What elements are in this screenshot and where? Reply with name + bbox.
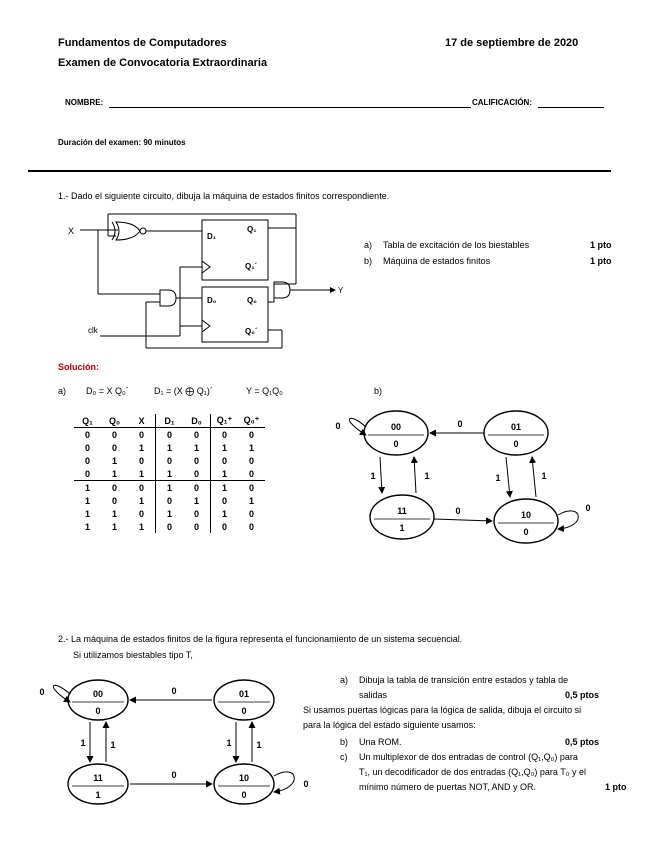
header-divider bbox=[28, 170, 611, 172]
fsm1-s11-state: 11 bbox=[397, 506, 407, 516]
q1-circuit bbox=[60, 212, 350, 352]
fsm2-s01-state: 01 bbox=[238, 689, 250, 699]
table-cell: 0 bbox=[248, 468, 254, 479]
fsm1-s10-out: 0 bbox=[523, 527, 529, 537]
fsm2-s10-out: 0 bbox=[241, 790, 247, 800]
fsm2-e11-10: 0 bbox=[171, 770, 177, 780]
table-cell: 1 bbox=[221, 468, 227, 479]
q2-b-points: 0,5 ptos bbox=[565, 737, 600, 747]
table-cell: 0 bbox=[166, 455, 172, 466]
name-line bbox=[109, 107, 471, 108]
table-cell: 0 bbox=[111, 442, 117, 453]
fsm2-e01-10: 1 bbox=[226, 738, 232, 748]
table-row bbox=[74, 454, 265, 467]
table-cell: 0 bbox=[84, 468, 90, 479]
fsm2-e00-11: 1 bbox=[80, 738, 86, 748]
fsm1-s01-out: 0 bbox=[513, 439, 519, 449]
q2-fsm-diagram bbox=[30, 676, 330, 836]
table-row bbox=[74, 520, 265, 533]
fsm2-e10-01: 1 bbox=[256, 740, 262, 750]
table-cell: 0 bbox=[248, 429, 254, 440]
table-cell: 1 bbox=[221, 442, 227, 453]
fsm1-self-00: 0 bbox=[335, 421, 341, 431]
circuit-q1-label: Q₁ bbox=[247, 225, 257, 234]
table-row bbox=[74, 481, 265, 495]
fsm1-e01-00: 0 bbox=[457, 419, 463, 429]
table-cell: 0 bbox=[111, 495, 117, 506]
fsm2-s10-state: 10 bbox=[238, 773, 250, 783]
q1-statement: 1.- Dado el siguiente circuito, dibuja la máquina de estados finitos correspondiente. bbox=[58, 191, 390, 201]
q2-c-text-3: mínimo número de puertas NOT, AND y OR. bbox=[359, 782, 537, 792]
table-cell: 1 bbox=[84, 495, 90, 506]
fsm2-e11-00: 1 bbox=[110, 740, 116, 750]
solution-title: Solución: bbox=[58, 362, 99, 372]
col-q1: Q₁ bbox=[74, 414, 101, 428]
q1-task-b-label: b) bbox=[364, 256, 373, 266]
q2-c-text-1: Un multiplexor de dos entradas de control (Q₁,Q₀) para bbox=[359, 752, 578, 762]
table-cell: 1 bbox=[128, 520, 156, 533]
table-cell: 1 bbox=[111, 455, 117, 466]
solution-b-label: b) bbox=[374, 386, 383, 396]
table-cell: 1 bbox=[211, 481, 239, 495]
q1-task-b-points: 1 pto bbox=[590, 256, 612, 266]
table-cell: 0 bbox=[183, 507, 211, 520]
q2-a-label: a) bbox=[340, 675, 349, 685]
table-cell: 0 bbox=[221, 495, 227, 506]
table-cell: 0 bbox=[183, 454, 211, 467]
fsm2-self-10: 0 bbox=[303, 779, 309, 789]
q2-intro-2: para la lógica del estado siguiente usamos: bbox=[303, 720, 476, 730]
q2-c-text-2: T₁, un decodificador de dos entradas (Q₁,Q₀) para T₀ y el bbox=[359, 767, 586, 777]
table-cell: 0 bbox=[166, 495, 172, 506]
col-d0: D₀ bbox=[183, 414, 211, 428]
table-cell: 1 bbox=[128, 494, 156, 507]
table-cell: 0 bbox=[84, 442, 90, 453]
truth-table bbox=[74, 414, 265, 533]
q2-b-label: b) bbox=[340, 737, 349, 747]
fsm1-s00-out: 0 bbox=[393, 439, 399, 449]
fsm1-e11-10: 0 bbox=[455, 506, 461, 516]
table-cell: 0 bbox=[84, 429, 90, 440]
fsm1-self-10: 0 bbox=[585, 503, 591, 513]
table-cell: 1 bbox=[221, 508, 227, 519]
grade-label: CALIFICACIÓN: bbox=[472, 98, 532, 107]
table-row bbox=[74, 494, 265, 507]
fsm2-s11-out: 1 bbox=[95, 790, 101, 800]
solution-eq-d0: D₀ = X Q₀´ bbox=[86, 386, 129, 396]
q2-c-label: c) bbox=[340, 752, 348, 762]
q1-task-a-text: Tabla de excitación de los biestables bbox=[383, 240, 530, 250]
solution-fsm-diagram bbox=[330, 405, 600, 575]
table-cell: 1 bbox=[74, 481, 101, 495]
q2-statement-1: 2.- La máquina de estados finitos de la figura representa el funcionamiento de un sistema secuencial. bbox=[58, 634, 463, 644]
fsm1-s01-state: 01 bbox=[510, 422, 522, 432]
circuit-q1n-label: Q₁´ bbox=[245, 262, 258, 271]
fsm2-s00-state: 00 bbox=[92, 689, 104, 699]
table-cell: 0 bbox=[183, 481, 211, 495]
table-cell: 1 bbox=[111, 521, 117, 532]
table-cell: 1 bbox=[84, 521, 90, 532]
fsm1-e00-11: 1 bbox=[370, 471, 376, 481]
table-cell: 1 bbox=[128, 467, 156, 481]
table-cell: 0 bbox=[166, 429, 172, 440]
circuit-d1-label: D₁ bbox=[207, 232, 217, 241]
q2-a-points: 0,5 ptos bbox=[565, 690, 600, 700]
q2-statement-2: Si utilizamos biestables tipo T, bbox=[73, 650, 193, 660]
q2-a-text-1: Dibuja la tabla de transición entre estados y tabla de bbox=[359, 675, 569, 685]
q2-intro-1: Si usamos puertas lógicas para la lógica de salida, dibuja el circuito si bbox=[303, 705, 582, 715]
table-cell: 0 bbox=[101, 481, 128, 495]
fsm1-s10-state: 10 bbox=[520, 510, 532, 520]
fsm2-s00-out: 0 bbox=[95, 706, 101, 716]
circuit-y-label: Y bbox=[338, 286, 344, 295]
table-cell: 0 bbox=[238, 481, 265, 495]
table-cell: 0 bbox=[183, 520, 211, 533]
q2-b-text: Una ROM. bbox=[359, 737, 402, 747]
table-cell: 0 bbox=[128, 507, 156, 520]
table-row bbox=[74, 428, 265, 442]
table-cell: 0 bbox=[183, 428, 211, 442]
table-cell: 0 bbox=[221, 455, 227, 466]
solution-eq-d1: D₁ = (X ⨁ Q₁)´ bbox=[154, 386, 213, 396]
circuit-d0-label: D₀ bbox=[207, 296, 217, 305]
solution-a-label: a) bbox=[58, 386, 67, 396]
table-cell: 0 bbox=[183, 467, 211, 481]
table-cell: 1 bbox=[156, 481, 184, 495]
table-row bbox=[74, 507, 265, 520]
fsm2-e01-00: 0 bbox=[171, 686, 177, 696]
circuit-q0-label: Q₀ bbox=[247, 296, 257, 305]
col-q0-next: Q₀⁺ bbox=[238, 414, 265, 428]
fsm1-s11-out: 1 bbox=[399, 523, 405, 533]
fsm1-e10-01: 1 bbox=[541, 471, 547, 481]
table-cell: 0 bbox=[128, 428, 156, 442]
grade-line bbox=[538, 107, 604, 108]
table-cell: 0 bbox=[248, 508, 254, 519]
fsm1-e01-10: 1 bbox=[495, 473, 501, 483]
table-cell: 1 bbox=[111, 468, 117, 479]
fsm1-s00-state: 00 bbox=[390, 422, 402, 432]
table-cell: 0 bbox=[166, 521, 172, 532]
table-cell: 1 bbox=[166, 468, 172, 479]
table-cell: 1 bbox=[166, 508, 172, 519]
q1-task-a-points: 1 pto bbox=[590, 240, 612, 250]
circuit-clk-label: clk bbox=[88, 326, 98, 335]
q2-c-points: 1 pto bbox=[605, 782, 627, 792]
table-cell: 1 bbox=[248, 495, 254, 506]
col-x: X bbox=[128, 414, 156, 428]
exam-title: Examen de Convocatoria Extraordinaria bbox=[58, 57, 268, 69]
table-cell: 0 bbox=[221, 521, 227, 532]
table-cell: 1 bbox=[183, 441, 211, 454]
table-cell: 0 bbox=[248, 521, 254, 532]
fsm2-self-00: 0 bbox=[39, 687, 45, 697]
fsm2-s11-state: 11 bbox=[93, 773, 103, 783]
name-label: NOMBRE: bbox=[65, 98, 104, 107]
table-cell: 0 bbox=[248, 455, 254, 466]
exam-date: 17 de septiembre de 2020 bbox=[445, 37, 579, 49]
table-cell: 0 bbox=[84, 455, 90, 466]
circuit-q0n-label: Q₀´ bbox=[245, 327, 258, 336]
table-cell: 1 bbox=[128, 441, 156, 454]
fsm2-s01-out: 0 bbox=[241, 706, 247, 716]
truth-table-header bbox=[74, 414, 265, 428]
course-title: Fundamentos de Computadores bbox=[58, 37, 227, 49]
table-cell: 0 bbox=[221, 429, 227, 440]
table-cell: 0 bbox=[128, 454, 156, 467]
table-cell: 1 bbox=[183, 494, 211, 507]
table-cell: 0 bbox=[128, 481, 156, 495]
q2-a-text-2: salidas bbox=[359, 690, 388, 700]
fsm1-e11-00: 1 bbox=[424, 471, 430, 481]
table-cell: 1 bbox=[84, 508, 90, 519]
circuit-x-label: X bbox=[68, 226, 75, 236]
q1-task-b-text: Máquina de estados finitos bbox=[383, 256, 491, 266]
table-cell: 1 bbox=[248, 442, 254, 453]
table-cell: 1 bbox=[111, 508, 117, 519]
col-q0: Q₀ bbox=[101, 414, 128, 428]
solution-eq-y: Y = Q₁Q₀ bbox=[246, 386, 283, 396]
table-row bbox=[74, 467, 265, 481]
q1-task-a-label: a) bbox=[364, 240, 373, 250]
col-q1-next: Q₁⁺ bbox=[211, 414, 239, 428]
table-cell: 1 bbox=[166, 442, 172, 453]
col-d1: D₁ bbox=[156, 414, 184, 428]
table-cell: 0 bbox=[111, 429, 117, 440]
table-row bbox=[74, 441, 265, 454]
exam-duration: Duración del examen: 90 minutos bbox=[58, 138, 186, 147]
